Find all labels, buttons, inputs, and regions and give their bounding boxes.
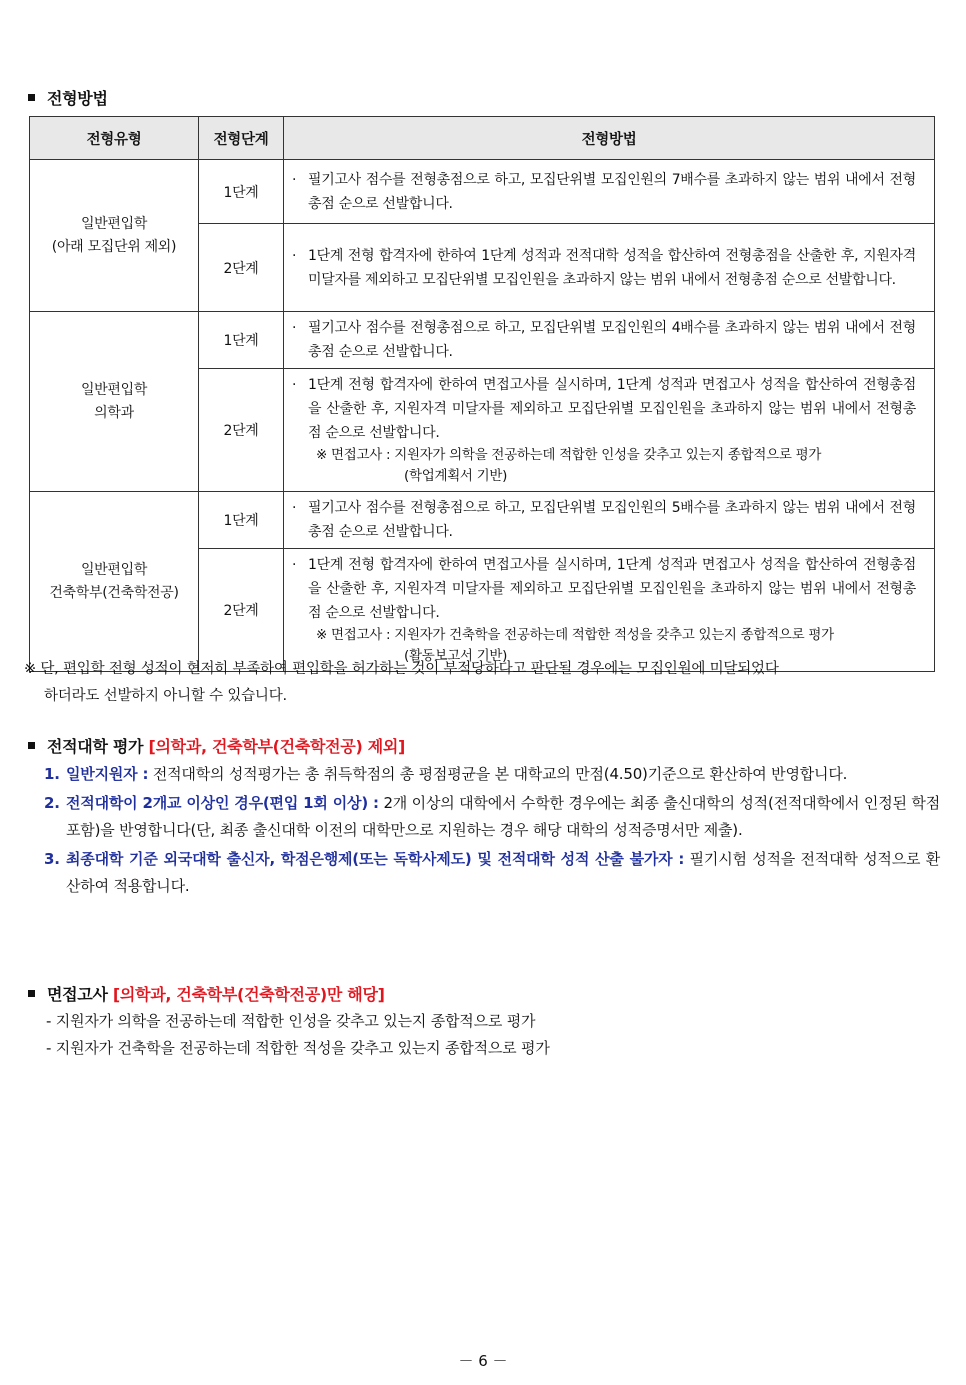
table-row xyxy=(30,160,935,224)
method-cell: · 필기고사 점수를 전형총점으로 하고, 모집단위별 모집인원의 5배수를 초과하지 않는 범위 내에서 전형총점 순으로 선발합니다. xyxy=(284,492,935,549)
section-title-interview: 면접고사 [의학과, 건축학부(건축학전공)만 해당] xyxy=(28,982,385,1005)
header-step: 전형단계 xyxy=(199,117,284,160)
interview-list xyxy=(46,1008,550,1062)
header-type: 전형유형 xyxy=(30,117,199,160)
method-cell: · 필기고사 점수를 전형총점으로 하고, 모집단위별 모집인원의 4배수를 초과하지 않는 범위 내에서 전형총점 순으로 선발합니다. xyxy=(284,312,935,369)
list-item: - 지원자가 의학을 전공하는데 적합한 인성을 갖추고 있는지 종합적으로 평가 xyxy=(46,1012,536,1030)
section-title-transfer: 전적대학 평가 [의학과, 건축학부(건축학전공) 제외] xyxy=(28,734,405,757)
square-bullet-icon xyxy=(28,94,35,101)
method-cell: · 필기고사 점수를 전형총점으로 하고, 모집단위별 모집인원의 7배수를 초과하지 않는 범위 내에서 전형총점 순으로 선발합니다. xyxy=(284,160,935,224)
step-cell: 2단계 xyxy=(199,369,284,492)
list-item: 1. 일반지원자 : 전적대학의 성적평가는 총 취득학점의 총 평점평균을 본 대학교의 만점(4.50)기준으로 환산하여 반영합니다. xyxy=(44,765,848,783)
category-cell: 일반편입학 (아래 모집단위 제외) xyxy=(30,160,199,312)
table-row xyxy=(30,312,935,369)
list-item: 3. 최종대학 기준 외국대학 출신자, 학점은행제(또는 독학사제도) 및 전적대학 성적 산출 불가자 : 필기시험 성적을 전적대학 성적으로 환산하여 적용합니다. xyxy=(44,850,941,895)
section-title-method: 전형방법 xyxy=(28,86,108,109)
step-cell: 1단계 xyxy=(199,160,284,224)
page-number: － 6 － xyxy=(458,1352,508,1370)
category-cell: 일반편입학 건축학부(건축학전공) xyxy=(30,492,199,672)
square-bullet-icon xyxy=(28,742,35,749)
list-item: - 지원자가 건축학을 전공하는데 적합한 적성을 갖추고 있는지 종합적으로 평가 xyxy=(46,1039,550,1057)
transfer-evaluation-list xyxy=(44,761,940,902)
interview-note: ※ 면접고사 : 지원자가 건축학을 전공하는데 적합한 적성을 갖추고 있는지 종합적으로 평가 (활동보고서 기반) xyxy=(316,627,834,664)
square-bullet-icon xyxy=(28,990,35,997)
list-item: 2. 전적대학이 2개교 이상인 경우(편입 1회 이상) : 2개 이상의 대학에서 수학한 경우에는 최종 출신대학의 성적(전적대학에서 인정된 학점 포함)을 반영합니다(단, 최종 출신대학 이전의 대학만으로 지원하는 경우 해당 대학의 성적증명서만 제출). xyxy=(44,794,940,839)
selection-method-table xyxy=(29,116,935,672)
step-cell: 2단계 xyxy=(199,224,284,312)
table-row xyxy=(30,492,935,549)
method-cell: · 1단계 전형 합격자에 한하여 1단계 성적과 전적대학 성적을 합산하여 전형총점을 산출한 후, 지원자격 미달자를 제외하고 모집단위별 모집인원을 초과하지 않는 범위 내에서 전형총점 순으로 선발합니다. xyxy=(284,224,935,312)
step-cell: 1단계 xyxy=(199,312,284,369)
method-cell: · 1단계 전형 합격자에 한하여 면접고사를 실시하며, 1단계 성적과 면접고사 성적을 합산하여 전형총점을 산출한 후, 지원자격 미달자를 제외하고 모집단위별 모집인원을 초과하지 않는 범위 내에서 전형총점 순으로 선발합니다. ※ 면접고사 : 지원자가 건축학을 전공하는데 적합한 적성을 갖추고 있는지 종합적으로 평가 (활동보고서 기반) xyxy=(284,549,935,672)
interview-note: ※ 면접고사 : 지원자가 의학을 전공하는데 적합한 인성을 갖추고 있는지 종합적으로 평가 (학업계획서 기반) xyxy=(316,447,822,484)
table-header-row xyxy=(30,117,935,160)
header-method: 전형방법 xyxy=(284,117,935,160)
footnote: ※ 단, 편입학 전형 성적이 현저히 부족하여 편입학을 허가하는 것이 부적당하다고 판단될 경우에는 모집인원에 미달되었다 하더라도 선발하지 아니할 수 있습니다. xyxy=(24,661,779,704)
category-cell: 일반편입학 의학과 xyxy=(30,312,199,492)
method-cell: · 1단계 전형 합격자에 한하여 면접고사를 실시하며, 1단계 성적과 면접고사 성적을 합산하여 전형총점을 산출한 후, 지원자격 미달자를 제외하고 모집단위별 모집인원을 초과하지 않는 범위 내에서 전형총점 순으로 선발합니다. ※ 면접고사 : 지원자가 의학을 전공하는데 적합한 인성을 갖추고 있는지 종합적으로 평가 (학업계획서 기반) xyxy=(284,369,935,492)
step-cell: 1단계 xyxy=(199,492,284,549)
step-cell: 2단계 xyxy=(199,549,284,672)
